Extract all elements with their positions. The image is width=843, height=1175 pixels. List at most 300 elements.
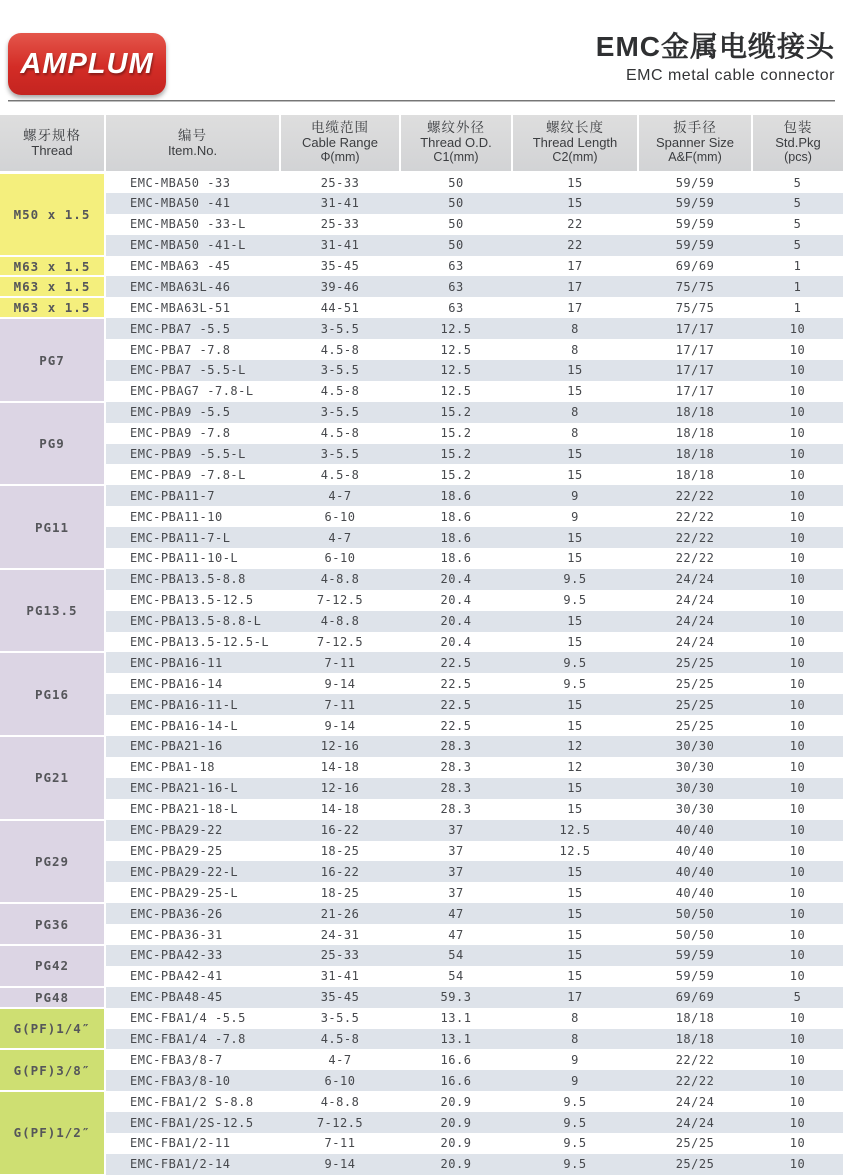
data-cell: 10 bbox=[752, 339, 843, 360]
data-cell: 63 bbox=[400, 276, 512, 297]
item-no-cell: EMC-MBA50 -41 bbox=[105, 193, 280, 214]
data-cell: 22/22 bbox=[638, 1070, 752, 1091]
data-cell: 25-33 bbox=[280, 945, 400, 966]
item-no-cell: EMC-PBA7 -5.5 bbox=[105, 318, 280, 339]
data-cell: 10 bbox=[752, 590, 843, 611]
data-cell: 59/59 bbox=[638, 172, 752, 193]
data-cell: 15 bbox=[512, 924, 638, 945]
data-cell: 15 bbox=[512, 778, 638, 799]
data-cell: 7-11 bbox=[280, 652, 400, 673]
data-cell: 25/25 bbox=[638, 1154, 752, 1175]
table-row bbox=[0, 757, 843, 778]
data-cell: 7-12.5 bbox=[280, 632, 400, 653]
data-cell: 39-46 bbox=[280, 276, 400, 297]
data-cell: 10 bbox=[752, 1154, 843, 1175]
data-cell: 15 bbox=[512, 172, 638, 193]
data-cell: 37 bbox=[400, 820, 512, 841]
data-cell: 4.5-8 bbox=[280, 1029, 400, 1050]
data-cell: 5 bbox=[752, 214, 843, 235]
item-no-cell: EMC-PBA9 -5.5 bbox=[105, 402, 280, 423]
data-cell: 18-25 bbox=[280, 841, 400, 862]
data-cell: 15.2 bbox=[400, 464, 512, 485]
data-cell: 7-11 bbox=[280, 1133, 400, 1154]
item-no-cell: EMC-FBA1/4 -7.8 bbox=[105, 1029, 280, 1050]
data-cell: 8 bbox=[512, 339, 638, 360]
data-cell: 4.5-8 bbox=[280, 423, 400, 444]
data-cell: 25/25 bbox=[638, 694, 752, 715]
data-cell: 10 bbox=[752, 506, 843, 527]
data-cell: 5 bbox=[752, 193, 843, 214]
data-cell: 25/25 bbox=[638, 652, 752, 673]
col-header-cable-range: 电缆范围 Cable Range Φ(mm) bbox=[280, 115, 400, 172]
item-no-cell: EMC-PBA13.5-12.5 bbox=[105, 590, 280, 611]
data-cell: 22/22 bbox=[638, 485, 752, 506]
data-cell: 9.5 bbox=[512, 590, 638, 611]
data-cell: 10 bbox=[752, 945, 843, 966]
col-header-thread: 螺牙规格 Thread bbox=[0, 115, 105, 172]
data-cell: 22.5 bbox=[400, 715, 512, 736]
data-cell: 3-5.5 bbox=[280, 318, 400, 339]
data-cell: 18/18 bbox=[638, 1008, 752, 1029]
data-cell: 28.3 bbox=[400, 757, 512, 778]
data-cell: 15 bbox=[512, 464, 638, 485]
table-row bbox=[0, 193, 843, 214]
item-no-cell: EMC-FBA1/2-14 bbox=[105, 1154, 280, 1175]
data-cell: 10 bbox=[752, 757, 843, 778]
thread-spec-cell: PG7 bbox=[0, 318, 105, 402]
table-row bbox=[0, 1112, 843, 1133]
data-cell: 8 bbox=[512, 1008, 638, 1029]
data-cell: 31-41 bbox=[280, 235, 400, 256]
data-cell: 15 bbox=[512, 193, 638, 214]
data-cell: 15 bbox=[512, 715, 638, 736]
data-cell: 18/18 bbox=[638, 1029, 752, 1050]
data-cell: 5 bbox=[752, 235, 843, 256]
table-row bbox=[0, 381, 843, 402]
data-cell: 3-5.5 bbox=[280, 402, 400, 423]
data-cell: 12.5 bbox=[512, 841, 638, 862]
item-no-cell: EMC-PBA13.5-8.8-L bbox=[105, 611, 280, 632]
data-cell: 4-8.8 bbox=[280, 611, 400, 632]
data-cell: 10 bbox=[752, 861, 843, 882]
data-cell: 31-41 bbox=[280, 193, 400, 214]
data-cell: 22/22 bbox=[638, 527, 752, 548]
table-body bbox=[0, 172, 843, 1175]
data-cell: 15 bbox=[512, 632, 638, 653]
data-cell: 75/75 bbox=[638, 276, 752, 297]
data-cell: 24/24 bbox=[638, 590, 752, 611]
thread-spec-cell: PG42 bbox=[0, 945, 105, 987]
item-no-cell: EMC-PBA42-41 bbox=[105, 966, 280, 987]
data-cell: 50/50 bbox=[638, 903, 752, 924]
data-cell: 4.5-8 bbox=[280, 381, 400, 402]
data-cell: 10 bbox=[752, 444, 843, 465]
item-no-cell: EMC-PBA1-18 bbox=[105, 757, 280, 778]
data-cell: 14-18 bbox=[280, 799, 400, 820]
data-cell: 25/25 bbox=[638, 715, 752, 736]
data-cell: 24/24 bbox=[638, 1112, 752, 1133]
data-cell: 20.4 bbox=[400, 611, 512, 632]
data-cell: 12.5 bbox=[400, 381, 512, 402]
table-row bbox=[0, 172, 843, 193]
data-cell: 15 bbox=[512, 444, 638, 465]
item-no-cell: EMC-PBA21-18-L bbox=[105, 799, 280, 820]
data-cell: 28.3 bbox=[400, 736, 512, 757]
table-row bbox=[0, 673, 843, 694]
table-row bbox=[0, 548, 843, 569]
table-row bbox=[0, 423, 843, 444]
data-cell: 50/50 bbox=[638, 924, 752, 945]
item-no-cell: EMC-PBA16-11 bbox=[105, 652, 280, 673]
data-cell: 18-25 bbox=[280, 882, 400, 903]
data-cell: 24/24 bbox=[638, 1091, 752, 1112]
table-row bbox=[0, 402, 843, 423]
data-cell: 15 bbox=[512, 360, 638, 381]
data-cell: 22/22 bbox=[638, 548, 752, 569]
data-cell: 30/30 bbox=[638, 736, 752, 757]
data-cell: 10 bbox=[752, 1112, 843, 1133]
data-cell: 13.1 bbox=[400, 1008, 512, 1029]
thread-spec-cell: PG48 bbox=[0, 987, 105, 1008]
table-row bbox=[0, 778, 843, 799]
item-no-cell: EMC-PBA11-7 bbox=[105, 485, 280, 506]
item-no-cell: EMC-PBA21-16 bbox=[105, 736, 280, 757]
data-cell: 59/59 bbox=[638, 214, 752, 235]
item-no-cell: EMC-FBA1/4 -5.5 bbox=[105, 1008, 280, 1029]
data-cell: 10 bbox=[752, 423, 843, 444]
data-cell: 69/69 bbox=[638, 256, 752, 277]
data-cell: 35-45 bbox=[280, 987, 400, 1008]
data-cell: 40/40 bbox=[638, 820, 752, 841]
data-cell: 22 bbox=[512, 214, 638, 235]
item-no-cell: EMC-PBA48-45 bbox=[105, 987, 280, 1008]
table-row bbox=[0, 1070, 843, 1091]
table-row bbox=[0, 1049, 843, 1070]
data-cell: 50 bbox=[400, 235, 512, 256]
data-cell: 40/40 bbox=[638, 841, 752, 862]
col-header-thread-od: 螺纹外径 Thread O.D. C1(mm) bbox=[400, 115, 512, 172]
data-cell: 25-33 bbox=[280, 214, 400, 235]
data-cell: 37 bbox=[400, 861, 512, 882]
data-cell: 8 bbox=[512, 402, 638, 423]
thread-spec-cell: PG9 bbox=[0, 402, 105, 486]
data-cell: 15 bbox=[512, 799, 638, 820]
data-cell: 22/22 bbox=[638, 1049, 752, 1070]
data-cell: 17 bbox=[512, 276, 638, 297]
data-cell: 10 bbox=[752, 402, 843, 423]
data-cell: 4-7 bbox=[280, 527, 400, 548]
data-cell: 10 bbox=[752, 569, 843, 590]
data-cell: 12.5 bbox=[512, 820, 638, 841]
data-cell: 9.5 bbox=[512, 1112, 638, 1133]
data-cell: 20.9 bbox=[400, 1154, 512, 1175]
amplum-logo bbox=[8, 33, 166, 95]
data-cell: 10 bbox=[752, 485, 843, 506]
data-cell: 10 bbox=[752, 464, 843, 485]
data-cell: 1 bbox=[752, 256, 843, 277]
table-row bbox=[0, 360, 843, 381]
data-cell: 24/24 bbox=[638, 632, 752, 653]
data-cell: 12 bbox=[512, 736, 638, 757]
data-cell: 9.5 bbox=[512, 673, 638, 694]
data-cell: 16.6 bbox=[400, 1049, 512, 1070]
thread-spec-cell: G(PF)1/2″ bbox=[0, 1091, 105, 1175]
data-cell: 18.6 bbox=[400, 506, 512, 527]
data-cell: 8 bbox=[512, 423, 638, 444]
data-cell: 15 bbox=[512, 966, 638, 987]
data-cell: 20.4 bbox=[400, 632, 512, 653]
data-cell: 22.5 bbox=[400, 673, 512, 694]
data-cell: 13.1 bbox=[400, 1029, 512, 1050]
item-no-cell: EMC-MBA63L-46 bbox=[105, 276, 280, 297]
data-cell: 6-10 bbox=[280, 548, 400, 569]
item-no-cell: EMC-FBA1/2 S-8.8 bbox=[105, 1091, 280, 1112]
data-cell: 16-22 bbox=[280, 861, 400, 882]
thread-spec-cell: G(PF)3/8″ bbox=[0, 1049, 105, 1091]
data-cell: 15 bbox=[512, 903, 638, 924]
data-cell: 6-10 bbox=[280, 506, 400, 527]
item-no-cell: EMC-PBA29-25 bbox=[105, 841, 280, 862]
page-title bbox=[596, 30, 835, 88]
data-cell: 9 bbox=[512, 506, 638, 527]
item-no-cell: EMC-MBA50 -41-L bbox=[105, 235, 280, 256]
data-cell: 9-14 bbox=[280, 673, 400, 694]
item-no-cell: EMC-FBA3/8-10 bbox=[105, 1070, 280, 1091]
data-cell: 31-41 bbox=[280, 966, 400, 987]
col-header-spanner-size: 扳手径 Spanner Size A&F(mm) bbox=[638, 115, 752, 172]
table-row bbox=[0, 652, 843, 673]
data-cell: 10 bbox=[752, 611, 843, 632]
item-no-cell: EMC-FBA1/2S-12.5 bbox=[105, 1112, 280, 1133]
data-cell: 10 bbox=[752, 527, 843, 548]
table-row bbox=[0, 256, 843, 277]
data-cell: 24/24 bbox=[638, 611, 752, 632]
item-no-cell: EMC-MBA63L-51 bbox=[105, 297, 280, 318]
table-row bbox=[0, 569, 843, 590]
table-row bbox=[0, 987, 843, 1008]
item-no-cell: EMC-PBA7 -7.8 bbox=[105, 339, 280, 360]
data-cell: 37 bbox=[400, 841, 512, 862]
item-no-cell: EMC-PBA11-7-L bbox=[105, 527, 280, 548]
data-cell: 9-14 bbox=[280, 715, 400, 736]
data-cell: 59/59 bbox=[638, 966, 752, 987]
data-cell: 20.9 bbox=[400, 1091, 512, 1112]
item-no-cell: EMC-FBA3/8-7 bbox=[105, 1049, 280, 1070]
data-cell: 40/40 bbox=[638, 882, 752, 903]
table-row bbox=[0, 1091, 843, 1112]
table-row bbox=[0, 799, 843, 820]
data-cell: 24-31 bbox=[280, 924, 400, 945]
thread-spec-cell: PG13.5 bbox=[0, 569, 105, 653]
data-cell: 22/22 bbox=[638, 506, 752, 527]
data-cell: 9 bbox=[512, 1049, 638, 1070]
item-no-cell: EMC-PBA16-14-L bbox=[105, 715, 280, 736]
item-no-cell: EMC-PBA16-11-L bbox=[105, 694, 280, 715]
data-cell: 4.5-8 bbox=[280, 464, 400, 485]
item-no-cell: EMC-PBA36-31 bbox=[105, 924, 280, 945]
data-cell: 75/75 bbox=[638, 297, 752, 318]
data-cell: 15 bbox=[512, 381, 638, 402]
data-cell: 20.9 bbox=[400, 1112, 512, 1133]
data-cell: 6-10 bbox=[280, 1070, 400, 1091]
data-cell: 10 bbox=[752, 799, 843, 820]
data-cell: 20.4 bbox=[400, 569, 512, 590]
thread-spec-cell: PG29 bbox=[0, 820, 105, 904]
item-no-cell: EMC-PBA9 -7.8-L bbox=[105, 464, 280, 485]
data-cell: 9.5 bbox=[512, 1091, 638, 1112]
data-cell: 17 bbox=[512, 256, 638, 277]
data-cell: 47 bbox=[400, 924, 512, 945]
data-cell: 10 bbox=[752, 736, 843, 757]
data-cell: 63 bbox=[400, 256, 512, 277]
data-cell: 50 bbox=[400, 214, 512, 235]
table-row bbox=[0, 694, 843, 715]
data-cell: 30/30 bbox=[638, 799, 752, 820]
item-no-cell: EMC-MBA50 -33-L bbox=[105, 214, 280, 235]
thread-spec-cell: PG36 bbox=[0, 903, 105, 945]
data-cell: 12.5 bbox=[400, 339, 512, 360]
logo-text: AMPLUM bbox=[20, 47, 154, 80]
data-cell: 22.5 bbox=[400, 694, 512, 715]
table-row bbox=[0, 611, 843, 632]
data-cell: 15 bbox=[512, 861, 638, 882]
data-cell: 10 bbox=[752, 1070, 843, 1091]
data-cell: 5 bbox=[752, 172, 843, 193]
data-cell: 16.6 bbox=[400, 1070, 512, 1091]
table-row bbox=[0, 339, 843, 360]
col-header-thread-length: 螺纹长度 Thread Length C2(mm) bbox=[512, 115, 638, 172]
data-cell: 17/17 bbox=[638, 381, 752, 402]
data-cell: 4-8.8 bbox=[280, 569, 400, 590]
data-cell: 9 bbox=[512, 1070, 638, 1091]
data-cell: 20.9 bbox=[400, 1133, 512, 1154]
data-cell: 21-26 bbox=[280, 903, 400, 924]
data-cell: 7-12.5 bbox=[280, 1112, 400, 1133]
data-cell: 18/18 bbox=[638, 444, 752, 465]
data-cell: 10 bbox=[752, 841, 843, 862]
data-cell: 10 bbox=[752, 360, 843, 381]
col-header-item-no: 编号 Item.No. bbox=[105, 115, 280, 172]
table-row bbox=[0, 444, 843, 465]
data-cell: 15 bbox=[512, 694, 638, 715]
item-no-cell: EMC-PBA21-16-L bbox=[105, 778, 280, 799]
data-cell: 1 bbox=[752, 276, 843, 297]
data-cell: 12.5 bbox=[400, 318, 512, 339]
table-row bbox=[0, 1154, 843, 1175]
table-row bbox=[0, 297, 843, 318]
item-no-cell: EMC-PBA29-22-L bbox=[105, 861, 280, 882]
data-cell: 15.2 bbox=[400, 402, 512, 423]
data-cell: 9.5 bbox=[512, 652, 638, 673]
data-cell: 30/30 bbox=[638, 778, 752, 799]
thread-spec-cell: M50 x 1.5 bbox=[0, 172, 105, 256]
item-no-cell: EMC-PBA9 -5.5-L bbox=[105, 444, 280, 465]
thread-spec-cell: PG11 bbox=[0, 485, 105, 569]
table-row bbox=[0, 861, 843, 882]
data-cell: 47 bbox=[400, 903, 512, 924]
data-cell: 50 bbox=[400, 172, 512, 193]
data-cell: 18.6 bbox=[400, 485, 512, 506]
data-cell: 18/18 bbox=[638, 423, 752, 444]
data-cell: 12-16 bbox=[280, 778, 400, 799]
data-cell: 10 bbox=[752, 381, 843, 402]
data-cell: 10 bbox=[752, 1029, 843, 1050]
data-cell: 4-7 bbox=[280, 1049, 400, 1070]
data-cell: 59/59 bbox=[638, 193, 752, 214]
table-row bbox=[0, 276, 843, 297]
table-row bbox=[0, 1029, 843, 1050]
data-cell: 17/17 bbox=[638, 318, 752, 339]
data-cell: 4.5-8 bbox=[280, 339, 400, 360]
data-cell: 1 bbox=[752, 297, 843, 318]
data-cell: 10 bbox=[752, 882, 843, 903]
table-row bbox=[0, 924, 843, 945]
table-header bbox=[0, 115, 843, 172]
table-row bbox=[0, 235, 843, 256]
item-no-cell: EMC-PBA9 -7.8 bbox=[105, 423, 280, 444]
item-no-cell: EMC-MBA50 -33 bbox=[105, 172, 280, 193]
data-cell: 12.5 bbox=[400, 360, 512, 381]
thread-spec-cell: M63 x 1.5 bbox=[0, 297, 105, 318]
data-cell: 15 bbox=[512, 945, 638, 966]
data-cell: 25-33 bbox=[280, 172, 400, 193]
data-cell: 10 bbox=[752, 903, 843, 924]
header-divider bbox=[8, 100, 835, 102]
data-cell: 10 bbox=[752, 548, 843, 569]
table-row bbox=[0, 527, 843, 548]
data-cell: 7-11 bbox=[280, 694, 400, 715]
data-cell: 54 bbox=[400, 966, 512, 987]
data-cell: 10 bbox=[752, 673, 843, 694]
data-cell: 9-14 bbox=[280, 1154, 400, 1175]
data-cell: 10 bbox=[752, 632, 843, 653]
table-row bbox=[0, 318, 843, 339]
table-row bbox=[0, 590, 843, 611]
data-cell: 30/30 bbox=[638, 757, 752, 778]
data-cell: 59/59 bbox=[638, 235, 752, 256]
data-cell: 35-45 bbox=[280, 256, 400, 277]
table-row bbox=[0, 464, 843, 485]
thread-spec-cell: PG16 bbox=[0, 652, 105, 736]
data-cell: 15 bbox=[512, 548, 638, 569]
data-cell: 69/69 bbox=[638, 987, 752, 1008]
data-cell: 63 bbox=[400, 297, 512, 318]
table-row bbox=[0, 966, 843, 987]
title-chinese: EMC金属电缆接头 bbox=[595, 31, 835, 62]
col-header-std-pkg: 包装 Std.Pkg (pcs) bbox=[752, 115, 843, 172]
thread-spec-cell: G(PF)1/4″ bbox=[0, 1008, 105, 1050]
item-no-cell: EMC-PBA11-10-L bbox=[105, 548, 280, 569]
data-cell: 10 bbox=[752, 1008, 843, 1029]
thread-spec-cell: PG21 bbox=[0, 736, 105, 820]
data-cell: 10 bbox=[752, 318, 843, 339]
table-row bbox=[0, 506, 843, 527]
data-cell: 12 bbox=[512, 757, 638, 778]
page-header bbox=[0, 0, 843, 103]
data-cell: 7-12.5 bbox=[280, 590, 400, 611]
data-cell: 9.5 bbox=[512, 1154, 638, 1175]
data-cell: 40/40 bbox=[638, 861, 752, 882]
data-cell: 10 bbox=[752, 966, 843, 987]
data-cell: 10 bbox=[752, 652, 843, 673]
table-row bbox=[0, 945, 843, 966]
data-cell: 44-51 bbox=[280, 297, 400, 318]
table-row bbox=[0, 841, 843, 862]
data-cell: 17/17 bbox=[638, 339, 752, 360]
data-cell: 28.3 bbox=[400, 778, 512, 799]
data-cell: 8 bbox=[512, 1029, 638, 1050]
data-cell: 16-22 bbox=[280, 820, 400, 841]
